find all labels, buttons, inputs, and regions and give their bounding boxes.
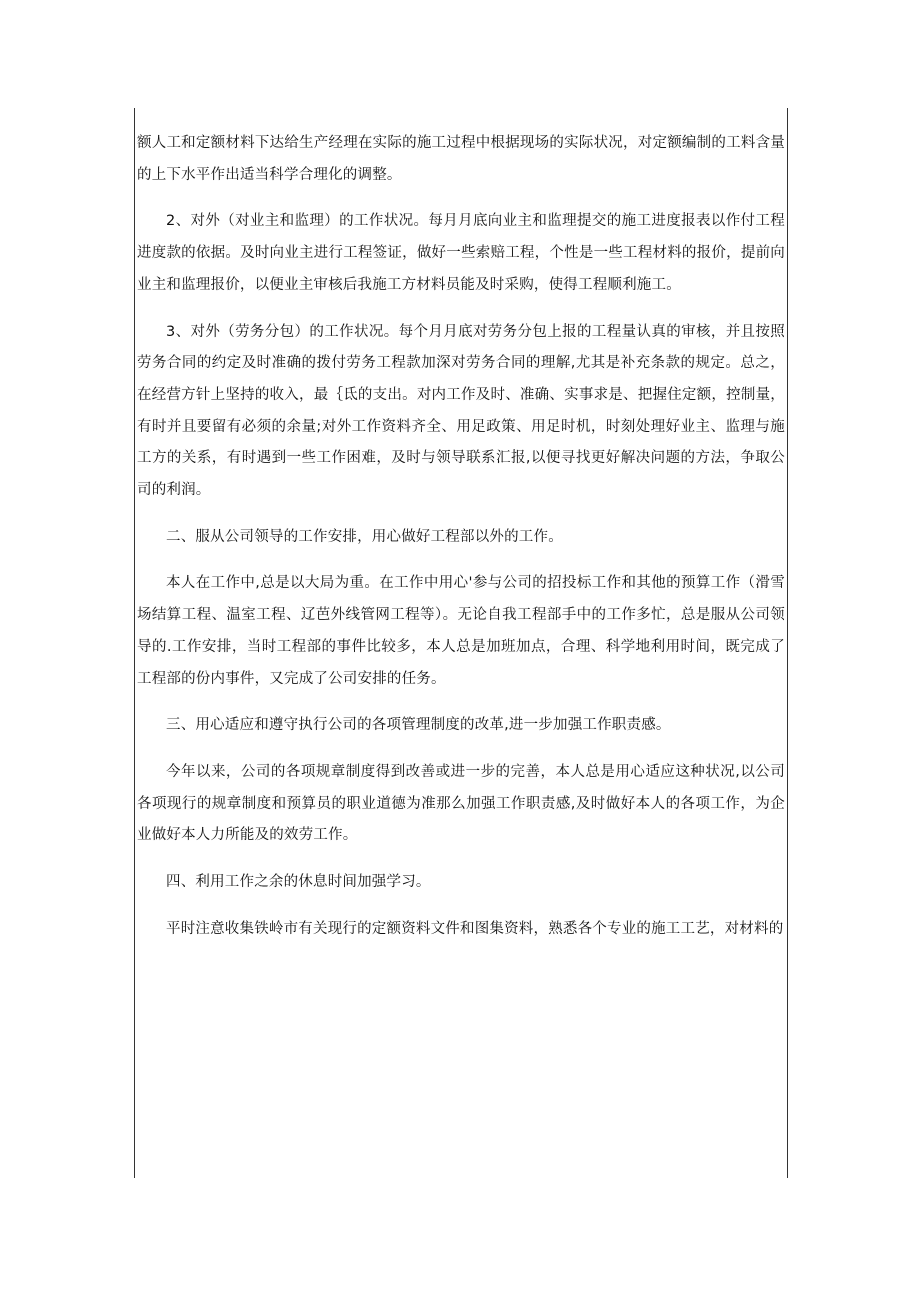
- page-left-border: [134, 108, 135, 1178]
- paragraph-3: 3、对外（劳务分包）的工作状况。每个月月底对劳务分包上报的工程量认真的审核，并且按照劳务合同的约定及时准确的拨付劳务工程款加深对劳务合同的理解,尤其是补充条款的规定。总之，在经营方针上坚持的收入，最｛氐的支出。对内工作及时、准确、实事求是、把握住定额，控制量，有时并且要留有必须的余量;对外工作资料齐全、用足政策、用足时机，时刻处理好业主、监理与施工方的关系，有时遇到一些工作困难，及时与领导联系汇报,以便寻找更好解决问题的方法，争取公司的利润。: [137, 323, 785, 499]
- paragraph-9: 平时注意收集铁岭市有关现行的定额资料文件和图集资料，熟悉各个专业的施工工艺，对材料的: [166, 920, 784, 937]
- paragraph-7: 今年以来，公司的各项规章制度得到改善或进一步的完善，本人总是用心适应这种状况,以公司各项现行的规章制度和预算员的职业道德为准那么加强工作职责感,及时做好本人的各项工作，为企业做好本人力所能及的效劳工作。: [137, 763, 785, 844]
- page-right-border: [787, 108, 788, 1178]
- section-heading-3: 三、用心适应和遵守执行公司的各项管理制度的改革,进一步加强工作职责感。: [166, 717, 671, 734]
- document-body: [137, 128, 785, 945]
- section-heading-2: 二、服从公司领导的工作安排，用心做好工程部以外的工作。: [166, 528, 563, 545]
- section-heading-4: 四、利用工作之余的休息时间加强学习。: [166, 874, 431, 891]
- paragraph-1: 额人工和定额材料下达给生产经理在实际的施工过程中根据现场的实际状况，对定额编制的工料含量的上下水平作出适当科学合理化的调整。: [137, 135, 785, 183]
- paragraph-2: 2、对外（对业主和监理）的工作状况。每月月底向业主和监理提交的施工进度报表以作付工程进度款的依据。及时向业主进行工程签证，做好一些索赔工程，个性是一些工程材料的报价，提前向业主和监理报价，以便业主审核后我施工方材料员能及时采购，使得工程顺利施工。: [137, 213, 785, 293]
- paragraph-5: 本人在工作中,总是以大局为重。在工作中用心'参与公司的招投标工作和其他的预算工作（滑雪场结算工程、温室工程、辽芭外线管网工程等）。无论自我工程部手中的工作多忙，总是服从公司领导的.工作安排，当时工程部的事件比较多，本人总是加班加点，合理、科学地利用时间，既完成了工程部的份内事件，又完成了公司安排的任务。: [137, 575, 785, 687]
